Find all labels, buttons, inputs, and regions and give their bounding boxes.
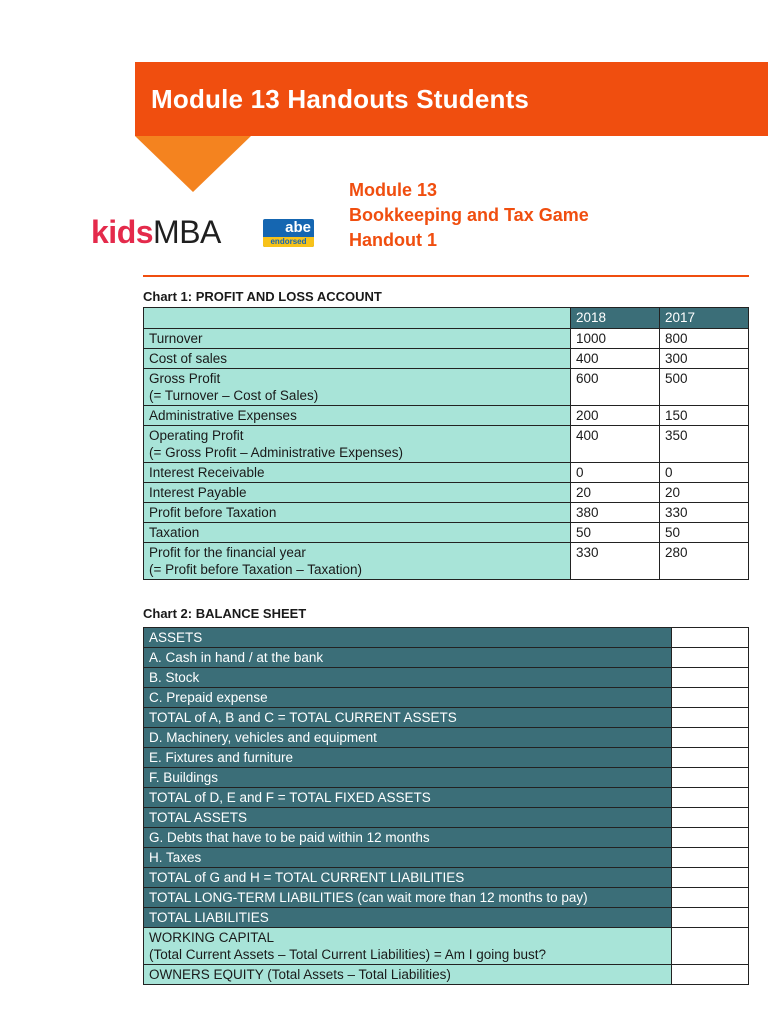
cell-text: 380: [576, 505, 599, 520]
chart2-title: Chart 2: BALANCE SHEET: [143, 606, 307, 621]
cell-text: ASSETS: [149, 630, 203, 645]
cell-text: 50: [665, 525, 681, 540]
value-2018: [571, 329, 660, 349]
table-row: [144, 688, 749, 708]
cell-text: A. Cash in hand / at the bank: [149, 650, 324, 665]
subtitle-line: Handout 1: [349, 230, 437, 250]
cell-text: TOTAL of A, B and C = TOTAL CURRENT ASSETS: [149, 710, 457, 725]
table-row: [144, 503, 749, 523]
value-2017: [660, 426, 749, 463]
table-row: [144, 908, 749, 928]
row-label: [144, 349, 571, 369]
cell-text: 200: [576, 408, 599, 423]
value-2017: [660, 523, 749, 543]
cell-text: 600: [576, 371, 599, 386]
cell-text: (= Gross Profit – Administrative Expenses): [149, 445, 403, 460]
value-2017: [660, 349, 749, 369]
table-row: [144, 888, 749, 908]
value-input-cell[interactable]: [672, 788, 749, 808]
row-label: [144, 426, 571, 463]
value-2017: [660, 463, 749, 483]
subtitle-line: Bookkeeping and Tax Game: [349, 205, 589, 225]
value-2018: [571, 483, 660, 503]
table-row: [144, 828, 749, 848]
cell-text: 150: [665, 408, 688, 423]
row-label: [144, 688, 672, 708]
value-2018: [571, 426, 660, 463]
table-row: [144, 426, 749, 463]
row-label: [144, 748, 672, 768]
cell-text: D. Machinery, vehicles and equipment: [149, 730, 377, 745]
value-2018: [571, 406, 660, 426]
value-2017: [660, 503, 749, 523]
value-input-cell[interactable]: [672, 648, 749, 668]
profit-loss-table: [143, 307, 749, 580]
value-2018: [571, 369, 660, 406]
cell-text: 280: [665, 545, 688, 560]
table-row: [144, 708, 749, 728]
header-banner: [135, 62, 768, 136]
table-row: [144, 648, 749, 668]
table-row: [144, 768, 749, 788]
banner-arrow-decoration: [135, 136, 251, 192]
cell-text: Profit before Taxation: [149, 505, 277, 520]
table-row: [144, 965, 749, 985]
table-row: [144, 748, 749, 768]
table-row: [144, 483, 749, 503]
cell-text: 330: [576, 545, 599, 560]
value-input-cell[interactable]: [672, 965, 749, 985]
cell-text: G. Debts that have to be paid within 12 months: [149, 830, 430, 845]
cell-text: TOTAL ASSETS: [149, 810, 248, 825]
cell-text: 0: [576, 465, 584, 480]
table-row: [144, 848, 749, 868]
table-row: [144, 668, 749, 688]
cell-text: Operating Profit: [149, 428, 244, 443]
row-label: [144, 848, 672, 868]
value-input-cell[interactable]: [672, 688, 749, 708]
value-input-cell[interactable]: [672, 868, 749, 888]
header-cell-2018: [571, 308, 660, 329]
header-cell-2017: [660, 308, 749, 329]
header-cell: [144, 308, 571, 329]
row-label: [144, 728, 672, 748]
kidsmba-logo: [91, 214, 221, 250]
row-label: [144, 329, 571, 349]
cell-text: Turnover: [149, 331, 203, 346]
logo-mba-text: MBA: [153, 214, 221, 250]
row-label: [144, 406, 571, 426]
cell-text: 0: [665, 465, 673, 480]
table-row: [144, 349, 749, 369]
value-input-cell[interactable]: [672, 828, 749, 848]
value-input-cell[interactable]: [672, 728, 749, 748]
cell-text: Taxation: [149, 525, 200, 540]
value-2017: [660, 483, 749, 503]
value-input-cell[interactable]: [672, 748, 749, 768]
section-divider: [143, 275, 749, 277]
abe-endorsed-badge: [263, 219, 314, 247]
cell-text: TOTAL of D, E and F = TOTAL FIXED ASSETS: [149, 790, 431, 805]
value-2018: [571, 523, 660, 543]
value-input-cell[interactable]: [672, 708, 749, 728]
cell-text: 500: [665, 371, 688, 386]
logo-kids-text: kids: [91, 214, 154, 250]
cell-text: 400: [576, 428, 599, 443]
row-label: [144, 965, 672, 985]
cell-text: B. Stock: [149, 670, 200, 685]
value-input-cell[interactable]: [672, 888, 749, 908]
table-row: [144, 788, 749, 808]
row-label: [144, 908, 672, 928]
table-row: [144, 728, 749, 748]
table-row: [144, 628, 749, 648]
cell-text: (= Profit before Taxation – Taxation): [149, 562, 363, 577]
cell-text: 50: [576, 525, 592, 540]
cell-text: Interest Receivable: [149, 465, 265, 480]
row-label: [144, 928, 672, 965]
cell-text: Administrative Expenses: [149, 408, 297, 423]
table-row: [144, 406, 749, 426]
row-label: [144, 543, 571, 580]
value-2017: [660, 369, 749, 406]
row-label: [144, 708, 672, 728]
row-label: [144, 768, 672, 788]
value-2017: [660, 329, 749, 349]
row-label: [144, 808, 672, 828]
value-2017: [660, 406, 749, 426]
row-label: [144, 668, 672, 688]
page-title: Module 13 Handouts Students: [151, 84, 530, 114]
value-2018: [571, 349, 660, 369]
abe-badge-endorsed: endorsed: [263, 237, 314, 247]
cell-text: 2018: [576, 310, 607, 325]
value-input-cell[interactable]: [672, 908, 749, 928]
table-row: [144, 868, 749, 888]
cell-text: 300: [665, 351, 688, 366]
cell-text: F. Buildings: [149, 770, 219, 785]
row-label: [144, 483, 571, 503]
value-input-cell[interactable]: [672, 808, 749, 828]
abe-badge-text: abe: [285, 219, 311, 236]
row-label: [144, 503, 571, 523]
cell-text: TOTAL LONG-TERM LIABILITIES (can wait more than 12 months to pay): [149, 890, 588, 905]
cell-text: (Total Current Assets – Total Current Liabilities) = Am I going bust?: [149, 947, 547, 962]
row-label: [144, 628, 672, 648]
row-label: [144, 828, 672, 848]
cell-text: Cost of sales: [149, 351, 228, 366]
cell-text: H. Taxes: [149, 850, 202, 865]
row-label: [144, 369, 571, 406]
value-input-cell[interactable]: [672, 628, 749, 648]
row-label: [144, 463, 571, 483]
value-input-cell[interactable]: [672, 848, 749, 868]
table-header-row: [144, 308, 749, 329]
balance-sheet-table: [143, 627, 749, 985]
value-2018: [571, 463, 660, 483]
cell-text: Interest Payable: [149, 485, 247, 500]
table-row: [144, 808, 749, 828]
cell-text: 350: [665, 428, 688, 443]
row-label: [144, 648, 672, 668]
cell-text: (= Turnover – Cost of Sales): [149, 388, 319, 403]
cell-text: 1000: [576, 331, 607, 346]
value-2018: [571, 543, 660, 580]
row-label: [144, 788, 672, 808]
row-label: [144, 523, 571, 543]
cell-text: 800: [665, 331, 688, 346]
cell-text: E. Fixtures and furniture: [149, 750, 294, 765]
cell-text: 20: [576, 485, 592, 500]
table-row: [144, 369, 749, 406]
cell-text: Gross Profit: [149, 371, 221, 386]
value-input-cell[interactable]: [672, 928, 749, 965]
chart1-title: Chart 1: PROFIT AND LOSS ACCOUNT: [143, 289, 382, 304]
handout-subtitle: [349, 178, 589, 253]
cell-text: 20: [665, 485, 681, 500]
row-label: [144, 888, 672, 908]
value-input-cell[interactable]: [672, 768, 749, 788]
cell-text: 2017: [665, 310, 696, 325]
cell-text: WORKING CAPITAL: [149, 930, 275, 945]
table-row: [144, 523, 749, 543]
cell-text: Profit for the financial year: [149, 545, 306, 560]
table-row: [144, 928, 749, 965]
subtitle-line: Module 13: [349, 180, 438, 200]
cell-text: 400: [576, 351, 599, 366]
cell-text: TOTAL of G and H = TOTAL CURRENT LIABILITIES: [149, 870, 465, 885]
cell-text: OWNERS EQUITY (Total Assets – Total Liabilities): [149, 967, 451, 982]
row-label: [144, 868, 672, 888]
cell-text: 330: [665, 505, 688, 520]
cell-text: C. Prepaid expense: [149, 690, 268, 705]
table-row: [144, 543, 749, 580]
value-2018: [571, 503, 660, 523]
cell-text: TOTAL LIABILITIES: [149, 910, 269, 925]
table-row: [144, 329, 749, 349]
value-input-cell[interactable]: [672, 668, 749, 688]
table-row: [144, 463, 749, 483]
value-2017: [660, 543, 749, 580]
